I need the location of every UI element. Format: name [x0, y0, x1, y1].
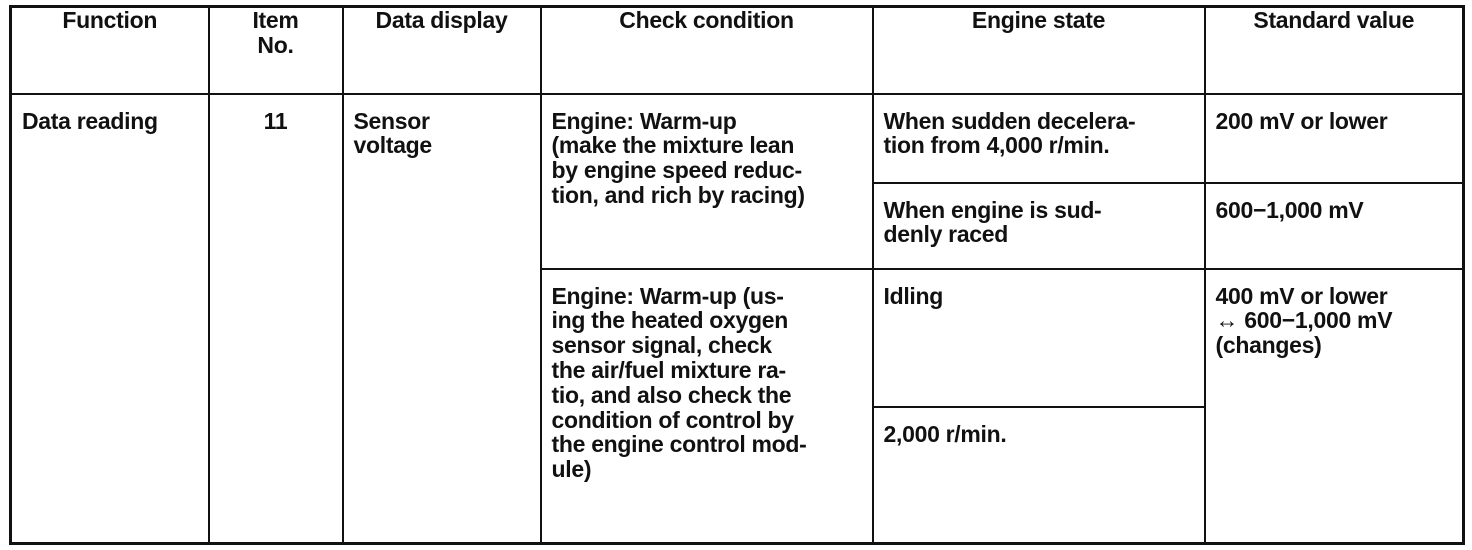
cell-item-no: 11: [209, 94, 343, 544]
header-engine-state: Engine state: [873, 7, 1205, 94]
cell-standard-value-3: 400 mV or lower ↔ 600−1,000 mV (changes): [1205, 269, 1464, 544]
table-body: [11, 94, 1464, 544]
header-function: Function: [11, 7, 209, 94]
table-header: [11, 7, 1464, 94]
cell-standard-value-2: 600−1,000 mV: [1205, 183, 1464, 269]
table-row: [11, 94, 1464, 183]
cell-standard-value-1: 200 mV or lower: [1205, 94, 1464, 183]
cell-data-display: Sensor voltage: [343, 94, 541, 544]
cell-engine-state-3: Idling: [873, 269, 1205, 407]
cell-engine-state-4: 2,000 r/min.: [873, 407, 1205, 544]
cell-function: Data reading: [11, 94, 209, 544]
header-item-no: Item No.: [209, 7, 343, 94]
cell-engine-state-1: When sudden decelera- tion from 4,000 r/min.: [873, 94, 1205, 183]
header-data-display: Data display: [343, 7, 541, 94]
cell-check-condition-2: Engine: Warm-up (us- ing the heated oxygen sensor signal, check the air/fuel mixture ra- tio, and also check the condition of control by the engine control mod- ule): [541, 269, 873, 544]
header-standard-value: Standard value: [1205, 7, 1464, 94]
specification-table: [9, 5, 1465, 545]
header-row: [11, 7, 1464, 94]
header-check-condition: Check condition: [541, 7, 873, 94]
cell-check-condition-1: Engine: Warm-up (make the mixture lean by engine speed reduc- tion, and rich by racing): [541, 94, 873, 269]
cell-engine-state-2: When engine is sud- denly raced: [873, 183, 1205, 269]
